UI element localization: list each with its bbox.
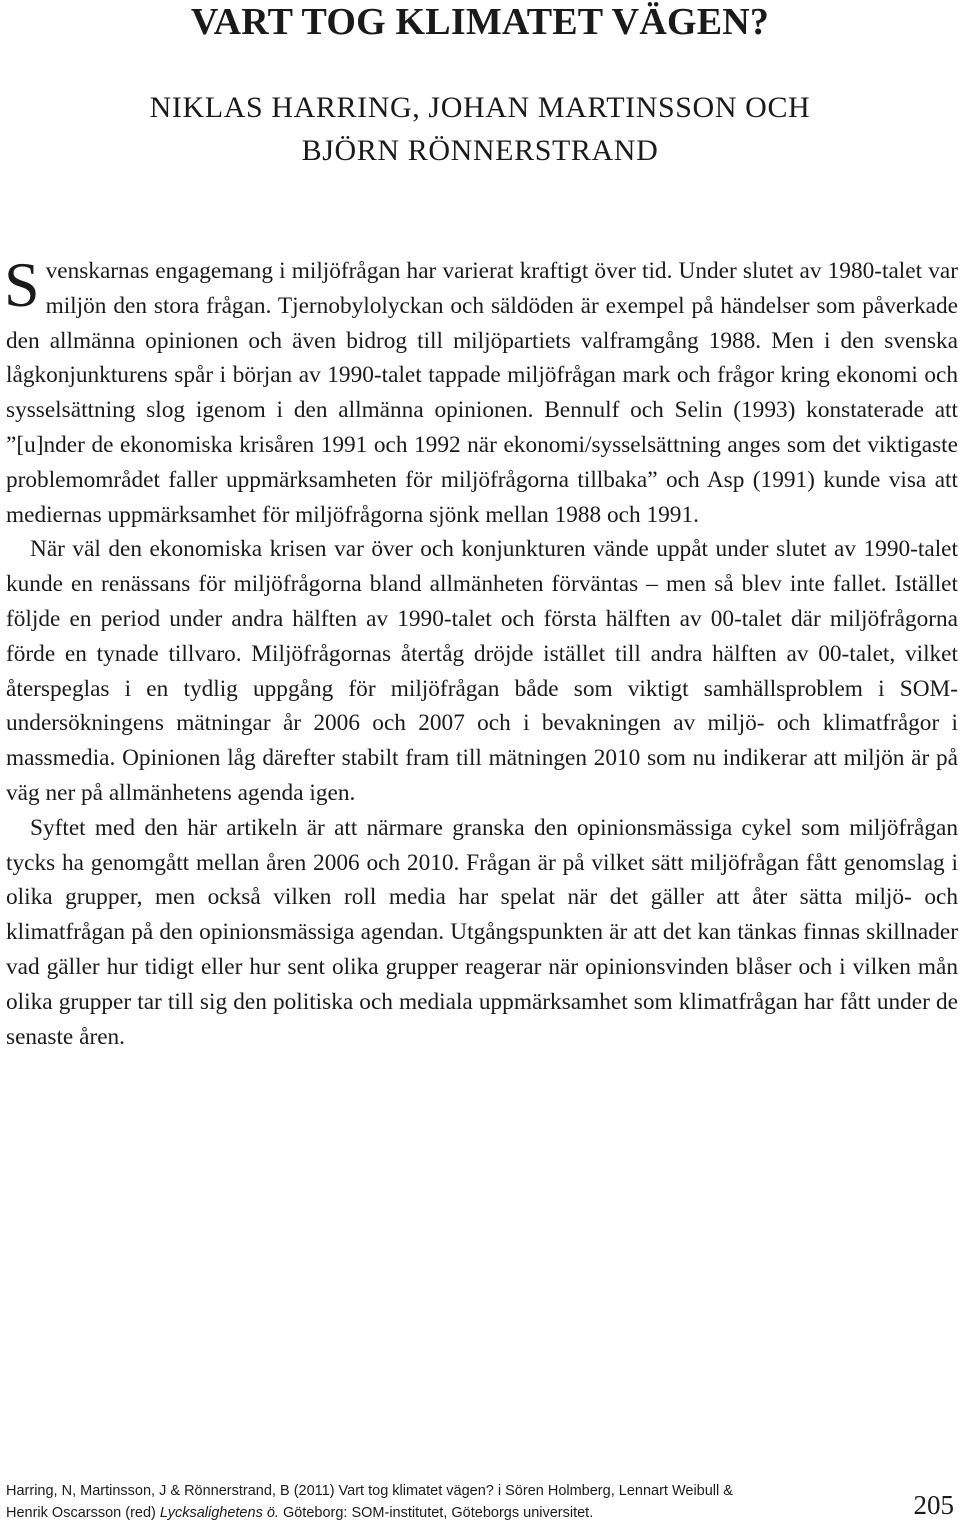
drop-cap: S <box>4 249 40 320</box>
citation-book-title: Lycksalighetens ö. <box>159 1505 279 1521</box>
citation-text: Göteborg: SOM-institutet, Göteborgs universitet. <box>278 1505 594 1521</box>
body-paragraph: När väl den ekonomiska krisen var över och konjunkturen vände uppåt under slutet av 1990-talet kunde en renässans för miljöfrågorna bland allmänheten förväntas – men så blev inte fallet. Istället följde en period under andra hälften av 1990-talet och första hälften av 00-talet där miljöfrågorna förde en tynade tillvaro. Miljöfrågornas återtåg dröjde istället till andra hälften av 00-talet, vilket återspeglas i en tydlig uppgång för miljöfrågan både som viktigt samhällsproblem i SOM-undersökningens mätningar år 2006 och 2007 och i bevakningen av miljö- och klimatfrågor i massmedia. Opinionen låg därefter stabilt fram till mätningen 2010 som nu indikerar att miljön är på väg ner på allmänhetens agenda igen. <box>6 536 958 806</box>
article-body <box>4 249 958 1054</box>
citation-line <box>6 1502 876 1524</box>
citation-text: Henrik Oscarsson (red) <box>6 1505 160 1521</box>
page-number: 205 <box>913 1490 954 1520</box>
author-line: NIKLAS HARRING, JOHAN MARTINSSON OCH <box>149 91 811 124</box>
author-line: BJÖRN RÖNNERSTRAND <box>301 134 659 167</box>
paragraph-text: venskarnas engagemang i miljöfrågan har varierat kraftigt över tid. Under slutet av 1980-talet var miljön den stora frågan. Tjernobylolyckan och säldöden är exempel på händelser som påverkade den allmänna opinionen och även bidrog till miljöpartiets valframgång 1988. Men i den svenska lågkonjunkturens spår i början av 1990-talet tappade miljöfrågan mark och frågor kring ekonomi och sysselsättning slog igenom i den allmänna opinionen. Bennulf och Selin (1993) konstaterade att ”[u]nder de ekonomiska krisåren 1991 och 1992 när ekonomi/sysselsättning anges som det viktigaste problemområdet faller uppmärksamheten för miljöfrågorna tillbaka” och Asp (1991) kunde visa att mediernas uppmärksamhet för miljöfrågorna sjönk mellan 1988 och 1991. <box>6 258 958 528</box>
author-list <box>0 86 960 172</box>
body-paragraph <box>4 249 958 532</box>
citation-line: Harring, N, Martinsson, J & Rönnerstrand, B (2011) Vart tog klimatet vägen? i Sören Holmberg, Lennart Weibull & <box>6 1483 733 1499</box>
article-title: VART TOG KLIMATET VÄGEN? <box>190 1 770 43</box>
body-paragraph: Syftet med den här artikeln är att närmare granska den opinionsmässiga cykel som miljöfrågan tycks ha genomgått mellan åren 2006 och 2010. Frågan är på vilket sätt miljöfrågan fått genomslag i olika grupper, men också vilken roll media har spelat när det gäller att åter sätta miljö- och klimatfrågan på den opinionsmässiga agendan. Utgångspunkten är att det kan tänkas finnas skillnader vad gäller hur tidigt eller hur sent olika grupper reagerar när opinionsvinden blåser och i vilken mån olika grupper tar till sig den politiska och mediala uppmärksamhet som klimatfrågan har fått under de senaste åren. <box>6 814 958 1050</box>
citation-footer <box>6 1480 876 1524</box>
